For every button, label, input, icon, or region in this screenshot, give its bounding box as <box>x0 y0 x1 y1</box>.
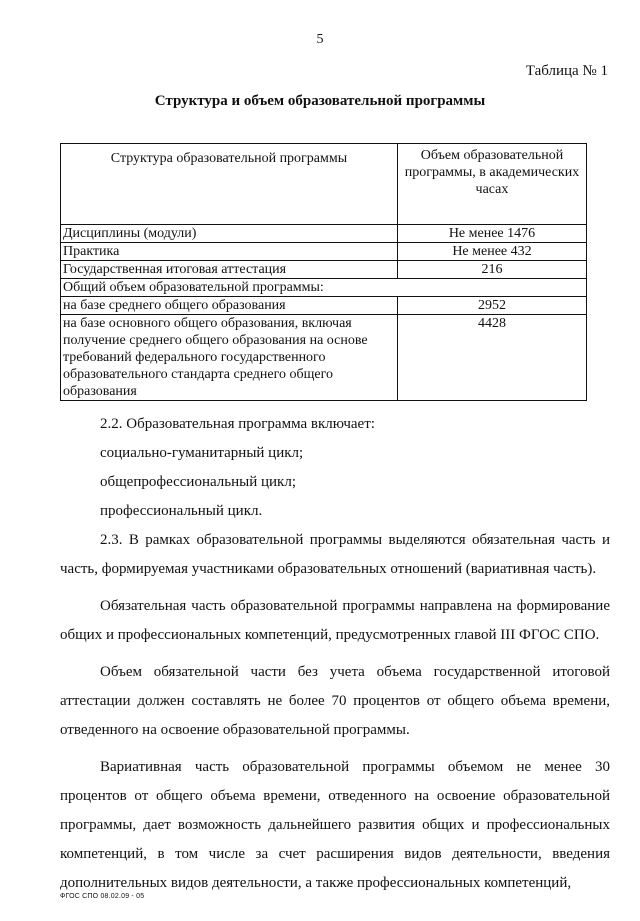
row-label: Практика <box>61 243 398 261</box>
row-label: Дисциплины (модули) <box>61 225 398 243</box>
table-row <box>61 225 587 243</box>
row-value: 4428 <box>397 315 586 401</box>
table-row <box>61 261 587 279</box>
row-value: 216 <box>397 261 586 279</box>
page-number: 5 <box>316 32 324 47</box>
table-label: Таблица № 1 <box>525 63 608 79</box>
paragraph: Объем обязательной части без учета объема государственной итоговой аттестации должен составлять не более 70 процентов от общего объема времени, отведенного на освоение образовательной программы. <box>60 664 610 738</box>
paragraph: 2.2. Образовательная программа включает: <box>100 416 375 432</box>
body-text <box>60 410 610 898</box>
row-label: на базе среднего общего образования <box>61 297 398 315</box>
table-header-row <box>61 144 587 225</box>
table-row <box>61 243 587 261</box>
total-volume-label: Общий объем образовательной программы: <box>61 279 587 297</box>
table-row <box>61 315 587 401</box>
list-item: профессиональный цикл. <box>100 503 263 519</box>
table-row-total-heading <box>61 279 587 297</box>
row-label: на базе основного общего образования, включая получение среднего общего образования на основе требований федерального государственного образовательного стандарта среднего общего образования <box>61 315 398 401</box>
row-label: Государственная итоговая аттестация <box>61 261 398 279</box>
table-title: Структура и объем образовательной программы <box>154 93 486 109</box>
table-header-volume: Объем образовательной программы, в академических часах <box>397 144 586 225</box>
paragraph: Вариативная часть образовательной программы объемом не менее 30 процентов от общего объема времени, отведенного на освоение образовательной программы, дает возможность дальнейшего развития общих и профессиональных компетенций, в том числе за счет расширения видов деятельности, введения дополнительных видов деятельности, а также профессиональных компетенций, <box>60 759 610 891</box>
list-item: социально-гуманитарный цикл; <box>100 445 304 461</box>
paragraph: Обязательная часть образовательной программы направлена на формирование общих и профессиональных компетенций, предусмотренных главой III ФГОС СПО. <box>60 598 610 643</box>
list-item: общепрофессиональный цикл; <box>100 474 296 490</box>
paragraph: 2.3. В рамках образовательной программы выделяются обязательная часть и часть, формируемая участниками образовательных отношений (вариативная часть). <box>60 532 610 577</box>
row-value: 2952 <box>397 297 586 315</box>
footer-code: ФГОС СПО 08.02.09 - 05 <box>60 893 145 900</box>
table-header-structure: Структура образовательной программы <box>61 144 398 225</box>
row-value: Не менее 1476 <box>397 225 586 243</box>
table-row <box>61 297 587 315</box>
row-value: Не менее 432 <box>397 243 586 261</box>
program-structure-table <box>60 143 587 401</box>
